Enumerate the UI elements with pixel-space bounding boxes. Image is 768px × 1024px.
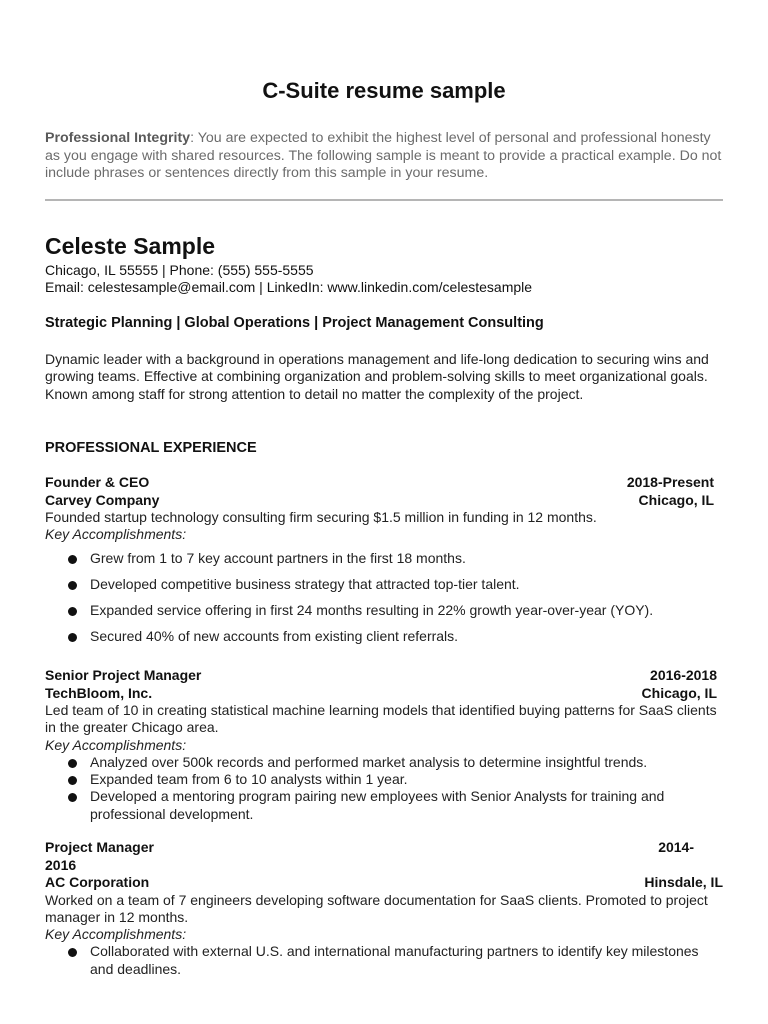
bullet-icon bbox=[68, 633, 77, 642]
job-dates: 2016-2018 bbox=[650, 667, 717, 683]
job-location: Hinsdale, IL bbox=[644, 874, 723, 890]
integrity-notice-text: : You are expected to exhibit the highest level of personal and professional honesty as you engage with shared resources. The following sample is meant to provide a practical example. Do not include phrases or sentences directly from this sample in your resume. bbox=[45, 130, 722, 181]
list-item bbox=[45, 628, 725, 645]
experience-heading: PROFESSIONAL EXPERIENCE bbox=[45, 440, 257, 456]
list-item bbox=[45, 754, 725, 771]
job-dates-continued: 2016 bbox=[45, 856, 77, 873]
accomplishment-text: Collaborated with external U.S. and international manufacturing partners to identify key milestones and deadlines. bbox=[90, 943, 699, 977]
job-dates-wrap-row bbox=[45, 857, 725, 875]
integrity-notice-label: Professional Integrity bbox=[45, 130, 191, 146]
company-name: TechBloom, Inc. bbox=[45, 684, 153, 701]
integrity-notice bbox=[45, 130, 723, 183]
list-item bbox=[45, 550, 725, 567]
job-entry bbox=[45, 839, 725, 978]
job-header-row bbox=[45, 667, 725, 685]
accomplishment-text: Analyzed over 500k records and performed market analysis to determine insightful trends. bbox=[90, 753, 648, 770]
bullet-icon bbox=[68, 793, 77, 802]
job-entry bbox=[45, 667, 725, 823]
bullet-icon bbox=[68, 581, 77, 590]
document-title: C-Suite resume sample bbox=[262, 78, 506, 103]
accomplishment-text: Developed a mentoring program pairing new employees with Senior Analysts for training and professional development. bbox=[90, 788, 665, 822]
list-item bbox=[45, 602, 725, 619]
bullet-icon bbox=[68, 948, 77, 957]
company-row bbox=[45, 492, 725, 510]
skills-headline: Strategic Planning | Global Operations | Project Management Consulting bbox=[45, 315, 544, 331]
company-row bbox=[45, 874, 725, 892]
job-dates: 2014- bbox=[658, 839, 694, 855]
contact-line-1: Chicago, IL 55555 | Phone: (555) 555-5555 bbox=[45, 262, 314, 278]
accomplishment-text: Expanded service offering in first 24 months resulting in 22% growth year-over-year (YOY). bbox=[90, 602, 654, 619]
job-title: Project Manager bbox=[45, 839, 154, 855]
accomplishment-text: Developed competitive business strategy that attracted top-tier talent. bbox=[90, 575, 520, 592]
job-title: Founder & CEO bbox=[45, 474, 150, 490]
accomplishment-text: Expanded team from 6 to 10 analysts within 1 year. bbox=[90, 771, 408, 788]
professional-summary: Dynamic leader with a background in operations management and life-long dedication to securing wins and growing teams. Effective at combining organization and problem-solving skills to meet organizational goals. Known among staff for strong attention to detail no matter the complexity of the project. bbox=[45, 351, 709, 402]
accomplishments-list bbox=[45, 550, 725, 646]
job-title: Senior Project Manager bbox=[45, 667, 202, 683]
job-entry bbox=[45, 474, 725, 655]
bullet-icon bbox=[68, 607, 77, 616]
job-description: Worked on a team of 7 engineers developing software documentation for SaaS clients. Promoted to project manager in 12 months. bbox=[45, 891, 708, 925]
key-accomplishments-label: Key Accomplishments: bbox=[45, 736, 187, 753]
company-row bbox=[45, 685, 725, 703]
job-description: Founded startup technology consulting firm securing $1.5 million in funding in 12 months. bbox=[45, 509, 597, 525]
bullet-icon bbox=[68, 776, 77, 785]
bullet-icon bbox=[68, 555, 77, 564]
job-location: Chicago, IL bbox=[638, 491, 714, 508]
key-accomplishments-label: Key Accomplishments: bbox=[45, 926, 187, 943]
job-dates: 2018-Present bbox=[626, 474, 714, 490]
accomplishments-list bbox=[45, 943, 725, 978]
company-name: AC Corporation bbox=[45, 874, 150, 890]
list-item bbox=[45, 943, 725, 978]
accomplishment-text: Grew from 1 to 7 key account partners in the first 18 months. bbox=[90, 549, 466, 566]
bullet-icon bbox=[68, 759, 77, 768]
divider bbox=[45, 199, 723, 201]
list-item bbox=[45, 576, 725, 593]
contact-line-2: Email: celestesample@email.com | LinkedIn: www.linkedin.com/celestesample bbox=[45, 279, 533, 295]
job-header-row bbox=[45, 839, 725, 857]
list-item bbox=[45, 771, 725, 788]
job-location: Chicago, IL bbox=[641, 684, 717, 701]
accomplishments-list bbox=[45, 754, 725, 823]
job-description: Led team of 10 in creating statistical machine learning models that identified buying patterns for SaaS clients in the greater Chicago area. bbox=[45, 702, 717, 736]
list-item bbox=[45, 788, 725, 823]
candidate-name: Celeste Sample bbox=[45, 233, 216, 259]
accomplishment-text: Secured 40% of new accounts from existing client referrals. bbox=[90, 628, 459, 645]
key-accomplishments-label: Key Accomplishments: bbox=[45, 526, 187, 543]
job-header-row bbox=[45, 474, 725, 492]
company-name: Carvey Company bbox=[45, 491, 160, 508]
